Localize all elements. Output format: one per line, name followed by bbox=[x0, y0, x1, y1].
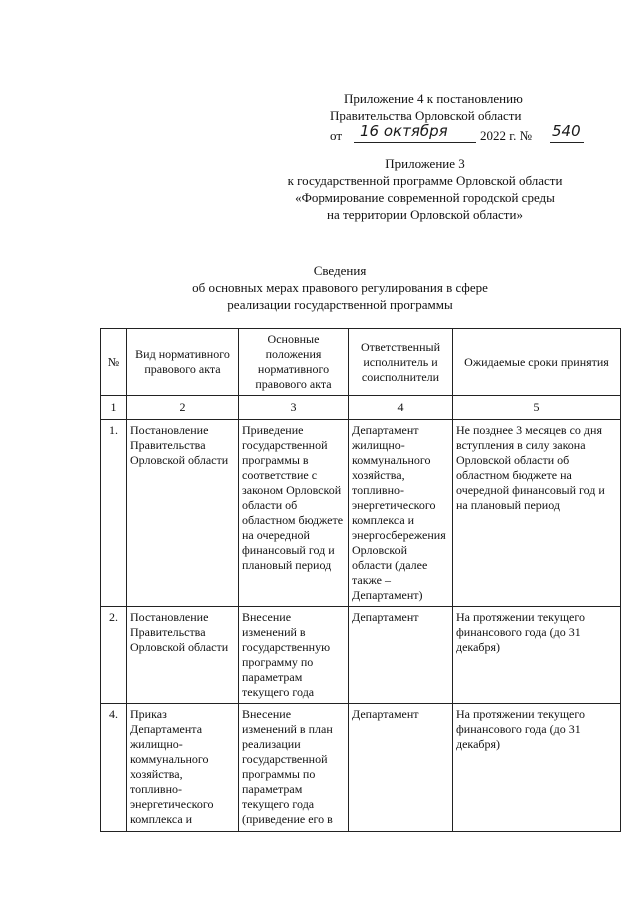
row-number: 4. bbox=[101, 704, 127, 832]
header-number: № bbox=[101, 329, 127, 396]
index-cell: 4 bbox=[349, 396, 453, 420]
row-number: 2. bbox=[101, 607, 127, 704]
header-act-type: Вид нормативного правового акта bbox=[127, 329, 239, 396]
header-provisions: Основные положения нормативного правового акта bbox=[239, 329, 349, 396]
act-type-cell: Приказ Департамента жилищно-коммунального хозяйства, топливно-энергетического комплекса и bbox=[127, 704, 239, 832]
index-cell: 1 bbox=[101, 396, 127, 420]
table-index-row bbox=[101, 396, 621, 420]
appendix3-line4: на территории Орловской области» bbox=[327, 207, 523, 222]
year-label: 2022 г. № bbox=[480, 128, 533, 143]
table-row bbox=[101, 607, 621, 704]
appendix4-line2: Правительства Орловской области bbox=[330, 108, 522, 123]
table-header-row bbox=[101, 329, 621, 396]
document-title bbox=[150, 262, 530, 313]
index-cell: 5 bbox=[453, 396, 621, 420]
table-row bbox=[101, 420, 621, 607]
appendix3-line2: к государственной программе Орловской области bbox=[287, 173, 563, 188]
number-underline bbox=[550, 142, 584, 143]
appendix4-line1: Приложение 4 к постановлению bbox=[344, 91, 523, 106]
deadline-cell: На протяжении текущего финансового года (до 31 декабря) bbox=[453, 704, 621, 832]
title-line2: об основных мерах правового регулирования в сфере bbox=[192, 280, 488, 295]
measures-table bbox=[100, 328, 621, 832]
appendix3-block bbox=[250, 155, 600, 223]
title-line1: Сведения bbox=[313, 263, 367, 278]
index-cell: 3 bbox=[239, 396, 349, 420]
provisions-cell: Приведение государственной программы в соответствие с законом Орловской области об областном бюджете на очередной финансовый год и плановый период bbox=[239, 420, 349, 607]
executor-cell: Департамент bbox=[349, 607, 453, 704]
provisions-cell: Внесение изменений в государственную программу по параметрам текущего года bbox=[239, 607, 349, 704]
handwritten-number: 540 bbox=[552, 122, 581, 140]
appendix4-block bbox=[330, 90, 590, 144]
handwritten-date: 16 октября bbox=[360, 122, 448, 140]
appendix3-line3: «Формирование современной городской среды bbox=[295, 190, 555, 205]
executor-cell: Департамент жилищно-коммунального хозяйства, топливно-энергетического комплекса и энергосбережения Орловской области (далее также – Департамент) bbox=[349, 420, 453, 607]
deadline-cell: Не позднее 3 месяцев со дня вступления в силу закона Орловской области об областном бюджете на очередной финансовый год и на плановый период bbox=[453, 420, 621, 607]
header-executor: Ответственный исполнитель и соисполнители bbox=[349, 329, 453, 396]
row-number: 1. bbox=[101, 420, 127, 607]
provisions-cell: Внесение изменений в план реализации государственной программы по параметрам текущего года (приведение его в bbox=[239, 704, 349, 832]
deadline-cell: На протяжении текущего финансового года (до 31 декабря) bbox=[453, 607, 621, 704]
from-label: от bbox=[330, 128, 343, 143]
table-row bbox=[101, 704, 621, 832]
act-type-cell: Постановление Правительства Орловской области bbox=[127, 607, 239, 704]
header-deadline: Ожидаемые сроки принятия bbox=[453, 329, 621, 396]
index-cell: 2 bbox=[127, 396, 239, 420]
act-type-cell: Постановление Правительства Орловской области bbox=[127, 420, 239, 607]
executor-cell: Департамент bbox=[349, 704, 453, 832]
title-line3: реализации государственной программы bbox=[227, 297, 453, 312]
appendix4-date-line bbox=[330, 124, 590, 144]
date-underline bbox=[354, 142, 476, 143]
appendix3-line1: Приложение 3 bbox=[385, 156, 465, 171]
